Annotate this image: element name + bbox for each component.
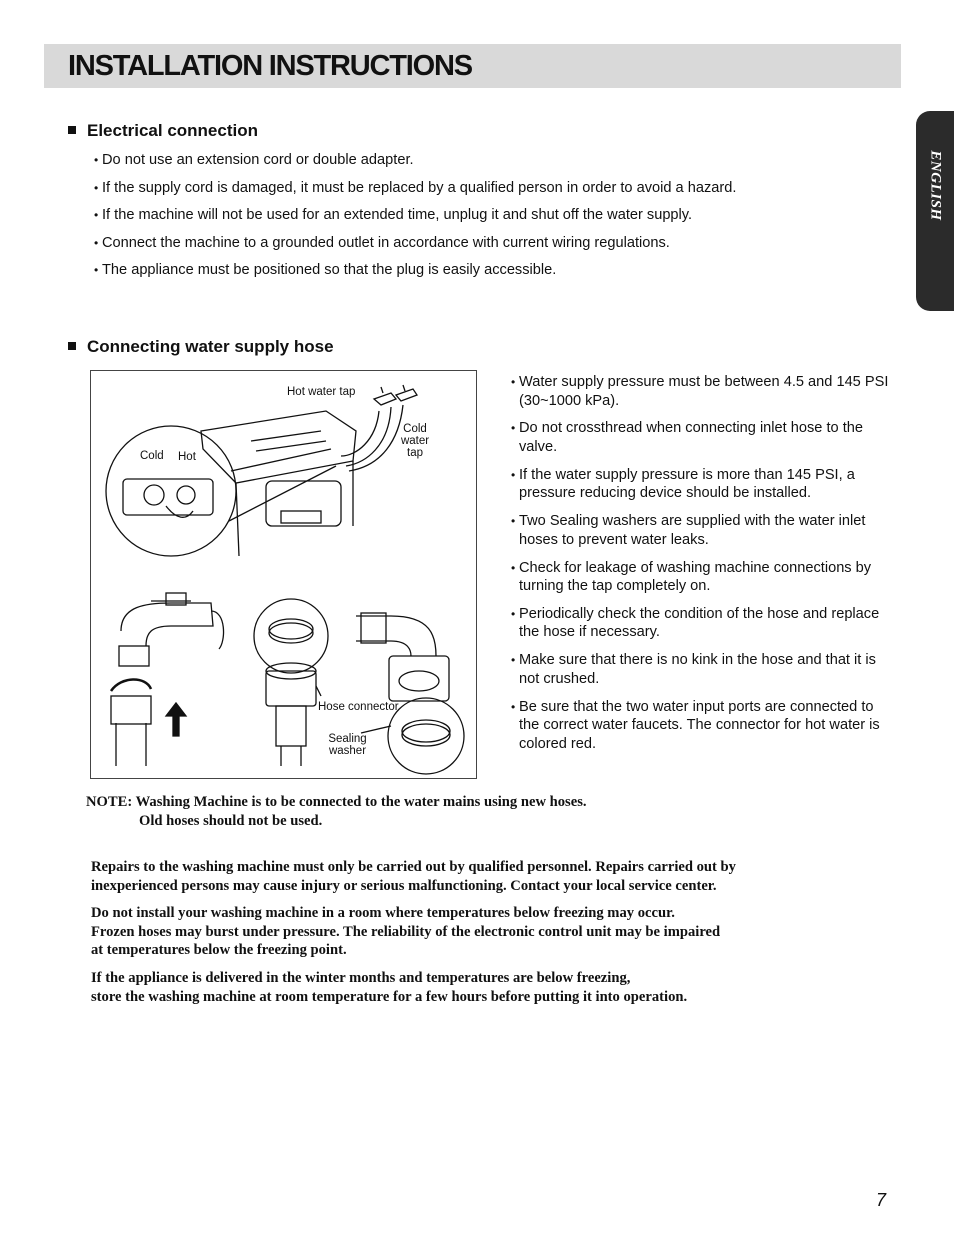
list-item: • Do not crossthread when connecting inlet hose to the valve. (511, 419, 891, 456)
title-bar (44, 44, 901, 88)
water-heading: Connecting water supply hose (68, 337, 334, 357)
list-item: • If the supply cord is damaged, it must be replaced by a qualified person in order to avoid a hazard. (94, 178, 736, 198)
hot-water-tap-label: Hot water tap (287, 386, 356, 398)
warning-paragraph: Repairs to the washing machine must only be carried out by qualified personnel. Repairs carried out by inexperienced persons may cause injury or serious malfunctioning. Contact your local service center. (91, 859, 736, 894)
hose-connector-label: Hose connector (318, 701, 399, 713)
water-list (511, 373, 891, 763)
language-tab (916, 111, 954, 311)
hose-installation-figure (90, 370, 477, 779)
list-item: • Periodically check the condition of the hose and replace the hose if necessary. (511, 605, 891, 642)
square-bullet-icon (68, 126, 76, 134)
hot-label: Hot (178, 451, 196, 463)
list-item: • If the water supply pressure is more than 145 PSI, a pressure reducing device should be installed. (511, 466, 891, 503)
cold-water-tap-label: Cold water tap (400, 423, 430, 459)
note-block (86, 793, 587, 831)
warning-paragraph: Do not install your washing machine in a room where temperatures below freezing may occur. Frozen hoses may burst under pressure. The reliability of the electronic control unit may be impaired at temperatures below the freezing point. (91, 905, 721, 958)
list-item: • Connect the machine to a grounded outlet in accordance with current wiring regulations. (94, 233, 736, 253)
square-bullet-icon (68, 342, 76, 350)
list-item: • The appliance must be positioned so that the plug is easily accessible. (94, 260, 736, 280)
list-item: • Two Sealing washers are supplied with the water inlet hoses to prevent water leaks. (511, 512, 891, 549)
warning-paragraph: If the appliance is delivered in the winter months and temperatures are below freezing, store the washing machine at room temperature for a few hours before putting it into operation. (91, 970, 688, 1005)
note-line: Old hoses should not be used. (139, 813, 323, 829)
list-item: • Check for leakage of washing machine connections by turning the tap completely on. (511, 559, 891, 596)
page-title: INSTALLATION INSTRUCTIONS (68, 50, 472, 82)
list-item: • Water supply pressure must be between 4.5 and 145 PSI (30~1000 kPa). (511, 373, 891, 410)
note-line: NOTE: Washing Machine is to be connected to the water mains using new hoses. (86, 794, 587, 810)
electrical-heading: Electrical connection (68, 121, 258, 141)
language-tab-label: ENGLISH (927, 150, 944, 221)
page-number: 7 (876, 1190, 887, 1210)
cold-label: Cold (140, 450, 164, 462)
sealing-washer-label: Sealing washer (328, 733, 367, 757)
list-item: • Be sure that the two water input ports are connected to the correct water faucets. The connector for hot water is colored red. (511, 698, 891, 754)
list-item: • If the machine will not be used for an extended time, unplug it and shut off the water supply. (94, 205, 736, 225)
electrical-list (94, 150, 736, 288)
list-item: • Do not use an extension cord or double adapter. (94, 150, 736, 170)
list-item: • Make sure that there is no kink in the hose and that it is not crushed. (511, 651, 891, 688)
